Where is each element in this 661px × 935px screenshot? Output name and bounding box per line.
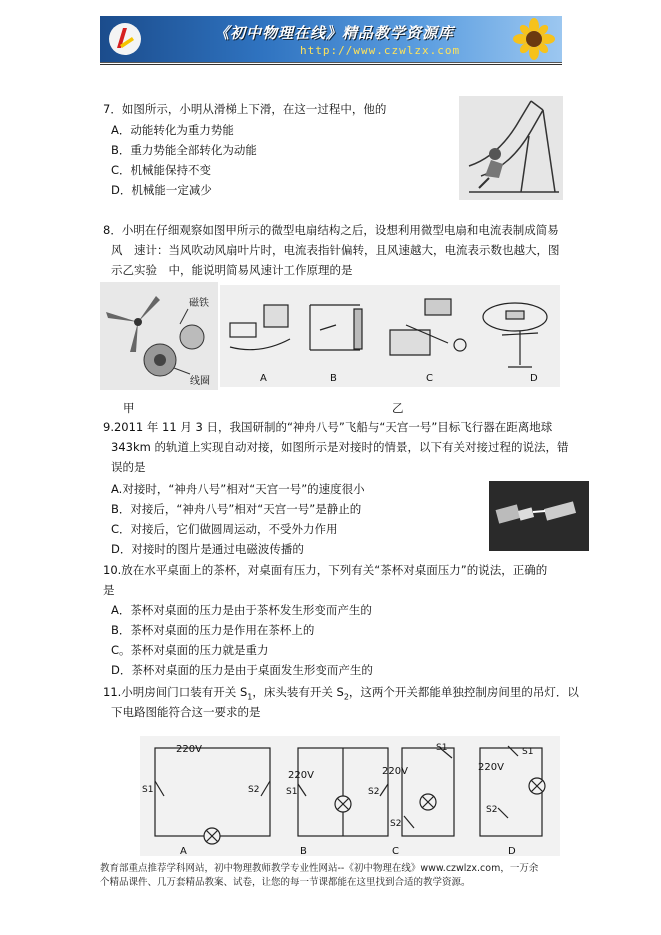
spacecraft-docking-figure [489, 481, 589, 551]
experiment-d-label: D [530, 373, 538, 384]
circuit-c-label: C [392, 846, 399, 856]
q10-option-d: D．茶杯对桌面的压力是由于桌面发生形变而产生的 [111, 663, 373, 677]
q9-option-b: B．对接后，“神舟八号”相对“天宫一号”是静止的 [111, 502, 362, 516]
q11-line-2: 下电路图能符合这一要求的是 [111, 705, 261, 719]
q7-option-d: D．机械能一定减少 [111, 183, 212, 197]
slide-figure [459, 96, 563, 200]
experiment-a-label: A [260, 373, 267, 384]
q9-option-d: D．对接时的图片是通过电磁波传播的 [111, 542, 304, 556]
circuit-a-s1: S1 [142, 785, 154, 795]
site-logo-icon [108, 22, 142, 56]
figure-jia-label: 甲 [123, 401, 135, 415]
circuit-c-voltage: 220V [382, 766, 408, 777]
q10-option-a: A．茶杯对桌面的压力是由于茶杯发生形变而产生的 [111, 603, 372, 617]
page-footer [100, 862, 560, 890]
circuit-d-s2: S2 [486, 805, 498, 815]
site-title: 《初中物理在线》精品教学资源库 [214, 24, 455, 42]
q9-line-3: 误的是 [111, 460, 146, 474]
q9-option-c: C．对接后，它们做圆周运动，不受外力作用 [111, 522, 338, 536]
figure-yi-label: 乙 [392, 401, 404, 415]
circuit-d-voltage: 220V [478, 762, 504, 773]
circuit-c-s2: S2 [390, 819, 402, 829]
q11-line-1: 11.小明房间门口装有开关 $S_1$，床头装有开关 $S_2$，这两个开关都能单独控制房间里的吊灯．以 [103, 685, 579, 702]
header-banner [100, 16, 562, 63]
q10-option-c: C。茶杯对桌面的压力就是重力 [111, 643, 269, 657]
header-divider [100, 64, 562, 65]
experiment-c-label: C [426, 373, 433, 384]
q8-line-3: 示乙实验 中，能说明简易风速计工作原理的是 [111, 263, 353, 277]
circuit-b-label: B [300, 846, 307, 856]
sunflower-icon [494, 18, 558, 60]
q7-stem: 7．如图所示，小明从滑梯上下滑，在这一过程中，他的 [103, 102, 387, 116]
experiment-figures [220, 285, 560, 387]
circuit-c-s1: S1 [436, 743, 448, 753]
experiment-b-label: B [330, 373, 337, 384]
circuit-b-s2: S2 [368, 787, 380, 797]
circuit-a-voltage: 220V [176, 744, 202, 755]
footer-line-2: 个精品课件、几万套精品教案、试卷，让您的每一节课都能在这里找到合适的教学资源。 [100, 877, 471, 888]
q9-line-1: 9.2011 年 11 月 3 日，我国研制的“神舟八号”飞船与“天宫一号”目标飞行器在距离地球 [103, 420, 553, 434]
q8-line-2: 风 速计：当风吹动风扇叶片时，电流表指针偏转，且风速越大，电流表示数也越大，图 [111, 243, 560, 257]
q7-option-c: C．机械能保持不变 [111, 163, 212, 177]
q9-line-2: 343km 的轨道上实现自动对接，如图所示是对接时的情景，以下有关对接过程的说法，错 [111, 440, 569, 454]
q7-option-b: B．重力势能全部转化为动能 [111, 143, 257, 157]
q8-line-1: 8．小明在仔细观察如图甲所示的微型电扇结构之后，设想利用微型电扇和电流表制成简易 [103, 223, 559, 237]
q10-option-b: B．茶杯对桌面的压力是作用在茶杯上的 [111, 623, 315, 637]
site-url[interactable]: http://www.czwlzx.com [300, 44, 461, 57]
q9-option-a: A.对接时，“神舟八号”相对“天宫一号”的速度很小 [111, 482, 365, 496]
circuit-a-label: A [180, 846, 187, 856]
magnet-label: 磁铁 [189, 298, 209, 309]
circuit-a-s2: S2 [248, 785, 260, 795]
circuit-b-s1: S1 [286, 787, 298, 797]
circuit-d-s1: S1 [522, 747, 534, 757]
circuit-d-label: D [508, 846, 516, 856]
fan-structure-figure [100, 282, 218, 390]
q10-line-2: 是 [103, 583, 115, 597]
circuit-b-voltage: 220V [288, 770, 314, 781]
circuit-diagrams [140, 736, 560, 856]
q7-option-a: A．动能转化为重力势能 [111, 123, 234, 137]
coil-label: 线圈 [190, 376, 210, 387]
q10-line-1: 10.放在水平桌面上的茶杯，对桌面有压力，下列有关“茶杯对桌面压力”的说法，正确的 [103, 563, 548, 577]
footer-line-1: 教育部重点推荐学科网站，初中物理教师教学专业性网站--《初中物理在线》www.czwlzx.com，一万余 [100, 863, 539, 874]
